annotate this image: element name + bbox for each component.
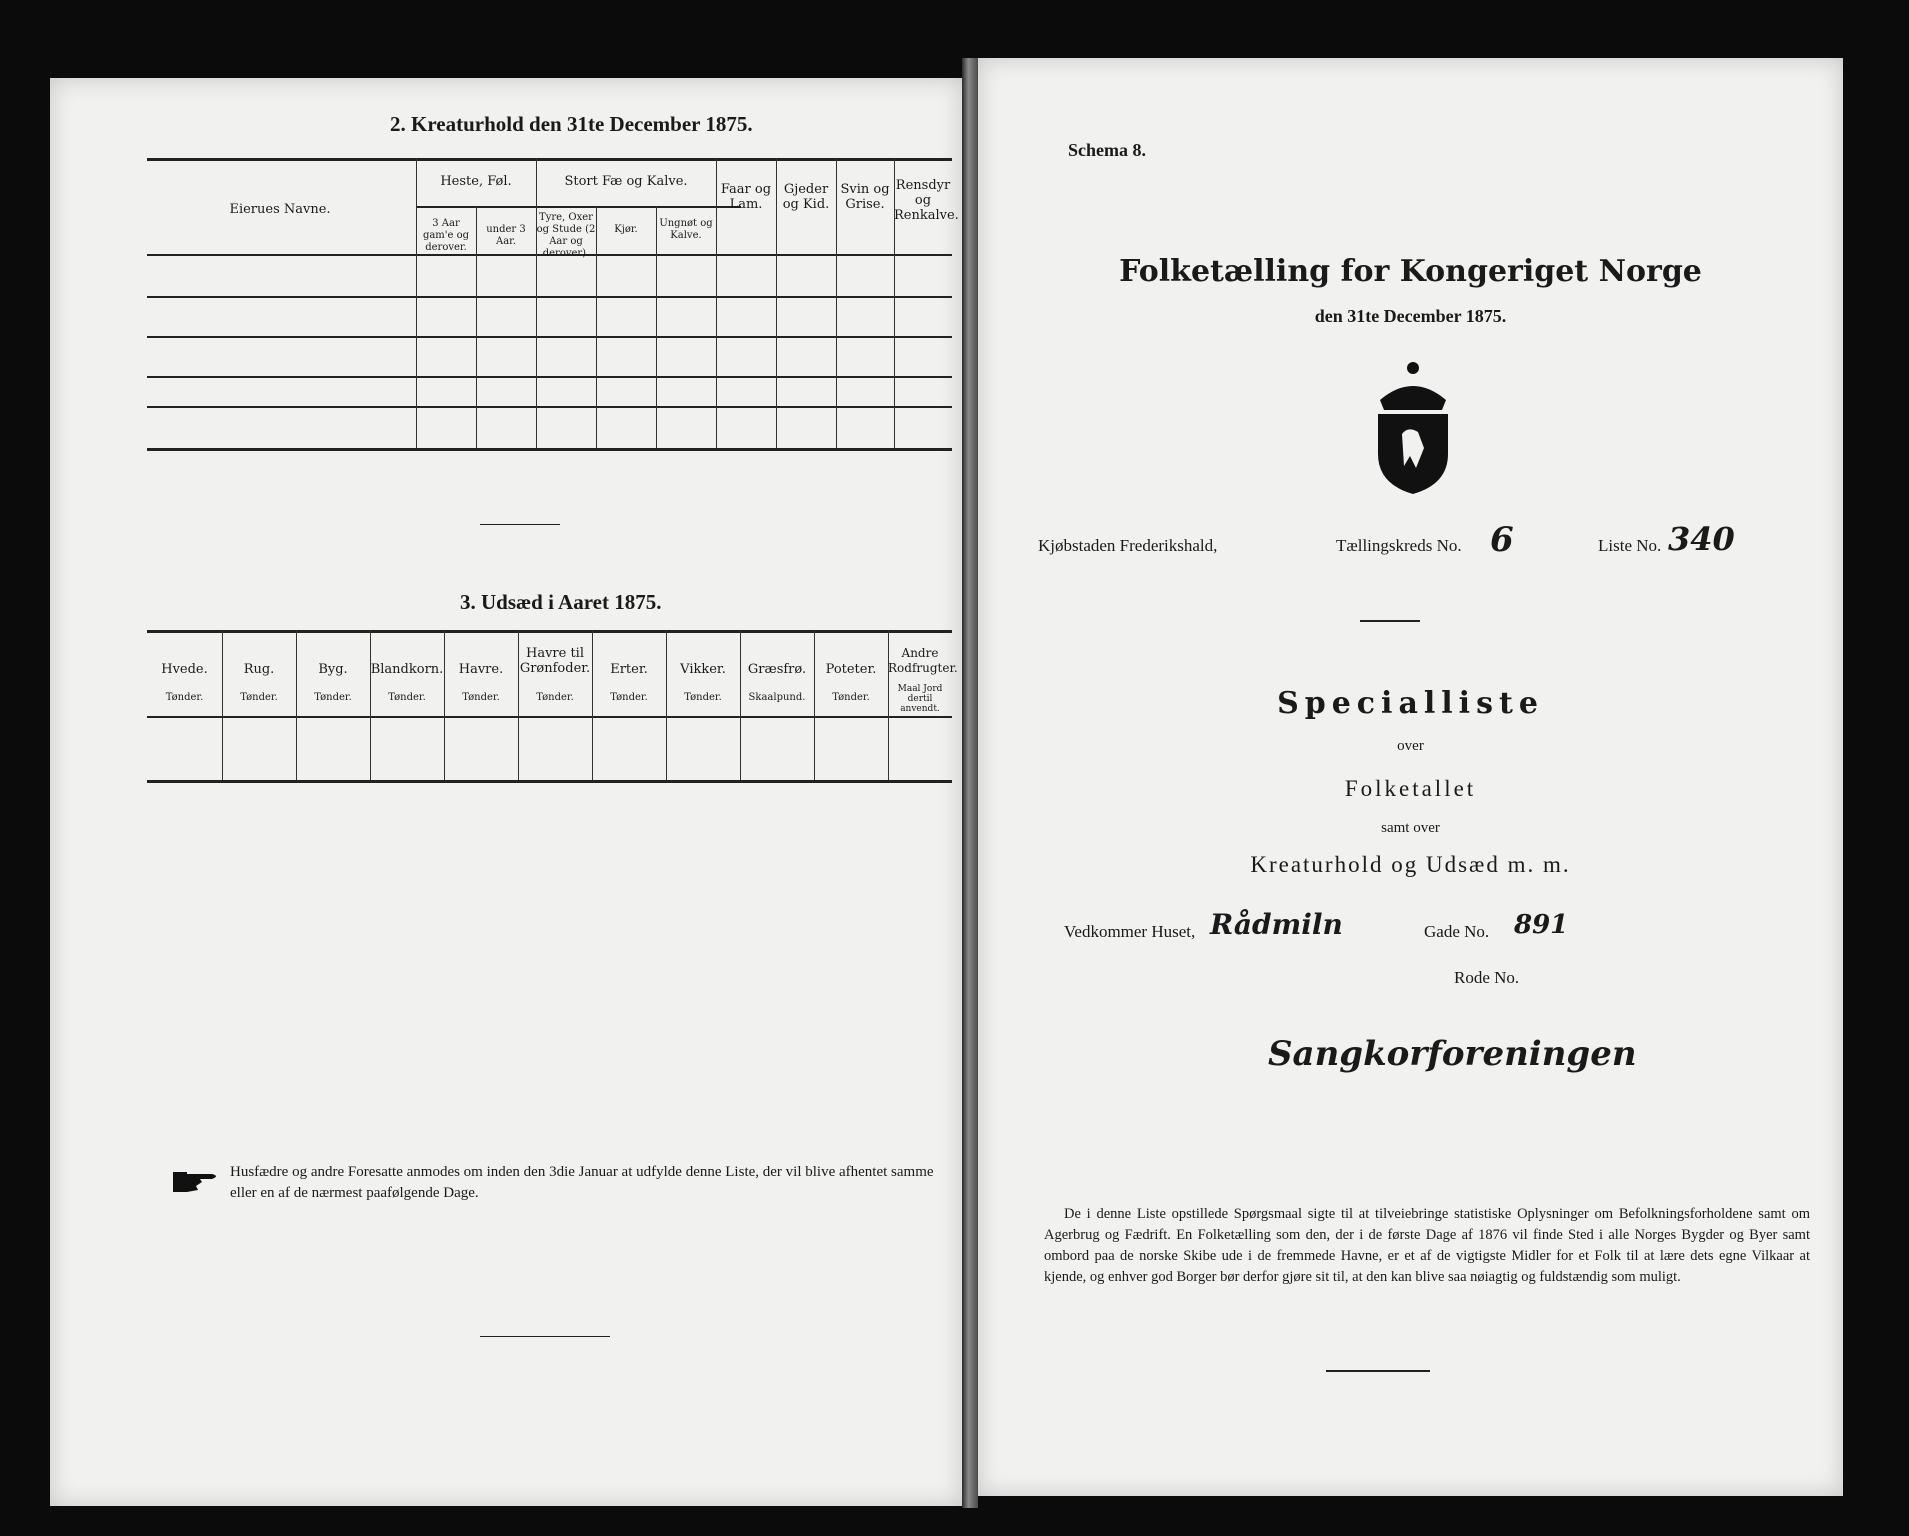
section2-title: 2. Kreaturhold den 31te December 1875.	[390, 112, 753, 136]
divider-short	[1360, 620, 1420, 622]
seed-col-name-2: Byg.	[318, 662, 348, 677]
krets-value: 6	[1490, 520, 1514, 560]
schema-number: Schema 8.	[1068, 140, 1146, 160]
svin-header: Svin og Grise.	[840, 182, 890, 212]
seed-col-unit-4: Tønder.	[462, 692, 500, 703]
seed-col-unit-6: Tønder.	[610, 692, 648, 703]
huset-value: Rådmiln	[1210, 908, 1343, 941]
seed-col-unit-2: Tønder.	[314, 692, 352, 703]
kreaturhold-text: Kreaturhold og Udsæd m. m.	[1250, 852, 1571, 877]
heste-sub-2: under 3 Aar.	[486, 224, 526, 247]
seed-col-unit-3: Tønder.	[388, 692, 426, 703]
gade-label: Gade No.	[1424, 922, 1490, 941]
pointing-hand-icon	[172, 1164, 222, 1198]
seed-col-name-6: Erter.	[610, 662, 648, 677]
left-page	[50, 78, 962, 1506]
seed-col-name-0: Hvede.	[161, 662, 208, 677]
seed-col-unit-10: Maal Jord dertil anvendt.	[897, 684, 943, 714]
section3-title: 3. Udsæd i Aaret 1875.	[460, 590, 662, 614]
rode-label: Rode No.	[1454, 968, 1520, 987]
heste-sub-1: 3 Aar gam'e og derover.	[422, 218, 470, 253]
explanatory-text: De i denne Liste opstillede Spørgsmaal sigte til at tilveiebringe statistiske Oplysninger om Befolkningsforholdene samt om Agerbrug og Fædrift. En Folketælling som den, der i de første Dage af 1876 vil finde Sted i alle Norges Bygder og Byer samt ombord paa de norske Skibe ude i de fremmede Havne, er et af de vigtigste Midler for et Folk til at lære dets egne Vilkaar at kjende, og enhver god Borger bør derfor gjøre sit til, at den kan blive saa nøiagtig og fuldstændig som muligt.	[1044, 1206, 1810, 1285]
right-page	[978, 58, 1843, 1496]
seed-col-unit-8: Skaalpund.	[748, 692, 806, 703]
seed-col-unit-0: Tønder.	[165, 692, 204, 703]
stort-sub-1: Tyre, Oxer og Stude (2 Aar og derover).	[536, 212, 596, 259]
heste-header: Heste, Føl.	[440, 174, 512, 189]
book-spine	[962, 58, 978, 1508]
owner-signature: Sangkorforeningen	[1268, 1034, 1637, 1074]
seed-col-name-5: Havre til Grønfoder.	[519, 646, 591, 676]
bottom-divider	[480, 1336, 610, 1337]
seed-col-unit-1: Tønder.	[240, 692, 278, 703]
owner-names-header: Eierues Navne.	[229, 202, 331, 217]
town-label: Kjøbstaden Frederikshald,	[1038, 536, 1218, 555]
liste-value: 340	[1668, 520, 1735, 558]
seed-col-name-8: Græsfrø.	[747, 662, 807, 677]
seed-col-name-7: Vikker.	[680, 662, 726, 677]
krets-label: Tællingskreds No.	[1336, 536, 1462, 555]
stort-sub-3: Ungnøt og Kalve.	[659, 218, 713, 241]
seed-col-name-3: Blandkorn.	[370, 662, 444, 677]
huset-label: Vedkommer Huset,	[1064, 922, 1196, 941]
seed-col-name-10: Andre Rodfrugter.	[888, 646, 958, 675]
seed-col-name-4: Havre.	[458, 662, 504, 677]
liste-label: Liste No.	[1598, 536, 1662, 555]
seed-col-unit-7: Tønder.	[684, 692, 722, 703]
gade-value: 891	[1514, 910, 1569, 940]
stort-fae-header: Stort Fæ og Kalve.	[564, 174, 688, 189]
seed-col-name-9: Poteter.	[825, 662, 877, 677]
folketallet-text: Folketallet	[1344, 776, 1477, 801]
norway-coat-of-arms-icon	[1358, 358, 1468, 498]
rensdyr-header: Rensdyr og Renkalve.	[894, 178, 959, 223]
divider	[480, 524, 560, 525]
notice-text: Husfædre og andre Foresatte anmodes om inden den 3die Januar at udfylde denne Liste, der vil blive afhentet samme eller en af de nærmest paafølgende Dage.	[230, 1164, 934, 1201]
seed-col-unit-9: Tønder.	[832, 692, 870, 703]
stort-sub-2: Kjør.	[614, 224, 638, 235]
samt-over-text: samt over	[1381, 820, 1440, 836]
census-date: den 31te December 1875.	[1314, 306, 1507, 326]
faar-header: Faar og Lam.	[720, 182, 772, 212]
main-title: Folketælling for Kongeriget Norge	[1119, 254, 1702, 289]
bottom-divider-right	[1326, 1370, 1430, 1372]
gjeder-header: Gjeder og Kid.	[782, 182, 830, 212]
over-text: over	[1397, 738, 1424, 754]
seed-col-name-1: Rug.	[243, 662, 275, 677]
seed-col-unit-5: Tønder.	[536, 692, 574, 703]
specialliste-title: Specialliste	[1277, 686, 1544, 721]
